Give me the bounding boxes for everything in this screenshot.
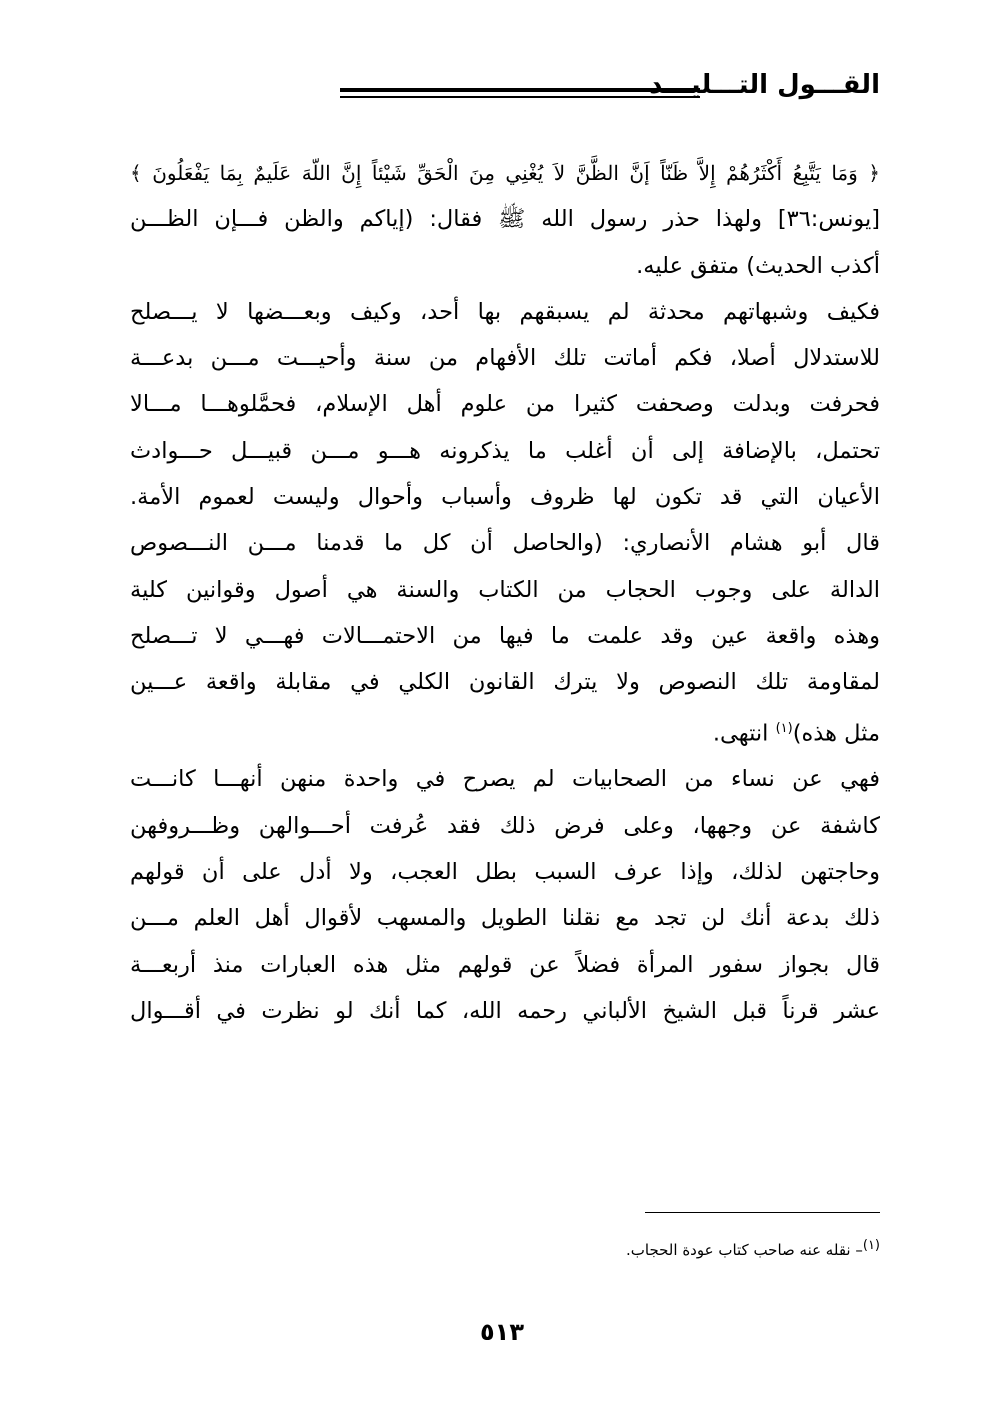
page-number: ٥١٣ bbox=[480, 1318, 524, 1346]
body-line: كاشفة عن وجهها، وعلى فرض ذلك فقد عُرفت أحـــوالهن وظـــروفهن bbox=[130, 812, 880, 839]
footnote-separator bbox=[645, 1212, 880, 1213]
body-line: وحاجتهن لذلك، وإذا عرف السبب بطل العجب، ولا أدل على أن قولهم bbox=[130, 858, 880, 885]
body-line: [يونس:٣٦] ولهذا حذر رسول الله ﷺ فقال: (إياكم والظن فـــإن الظـــن bbox=[130, 206, 880, 233]
body-line: فهي عن نساء من الصحابيات لم يصرح في واحدة منهن أنهـــا كانـــت bbox=[130, 766, 880, 793]
footnote-marker: (١) bbox=[862, 1238, 880, 1253]
body-line: الدالة على وجوب الحجاب من الكتاب والسنة هي أصول وقوانين كلية bbox=[130, 576, 880, 603]
body-line-with-footnote bbox=[130, 706, 880, 757]
body-line: فحرفت وبدلت وصحفت كثيرا من علوم أهل الإسلام، فحمَّلوهـــا مـــالا bbox=[130, 391, 880, 418]
body-line: وهذه واقعة عين وقد علمت ما فيها من الاحتمـــالات فهـــي لا تـــصلح bbox=[130, 622, 880, 649]
header-rule-thick bbox=[340, 88, 700, 92]
body-line: قال بجواز سفور المرأة فضلاً عن قولهم مثل هذه العبارات منذ أربعـــة bbox=[130, 951, 880, 978]
body-line: ذلك بدعة أنك لن تجد مع نقلنا الطويل والمسهب لأقوال أهل العلم مـــن bbox=[130, 905, 880, 932]
body-line: لمقاومة تلك النصوص ولا يترك القانون الكلي في مقابلة واقعة عـــين bbox=[130, 669, 880, 696]
body-text bbox=[130, 150, 880, 1034]
body-line-tail: انتهى. bbox=[712, 720, 776, 747]
body-line: للاستدلال أصلا، فكم أماتت تلك الأفهام من سنة وأحيـــت مـــن بدعـــة bbox=[130, 345, 880, 372]
running-header bbox=[130, 70, 880, 114]
body-line: الأعيان التي قد تكون لها ظروف وأسباب وأحوال وليست لعموم الأمة. bbox=[130, 484, 880, 511]
header-rule-thin bbox=[340, 96, 700, 98]
footnote-text: – نقله عنه صاحب كتاب عودة الحجاب. bbox=[625, 1241, 863, 1259]
footnote bbox=[400, 1232, 880, 1264]
body-line: عشر قرناً قبل الشيخ الألباني رحمه الله، كما أنك لو نظرت في أقـــوال bbox=[130, 997, 880, 1024]
body-line: أكذب الحديث) متفق عليه. bbox=[636, 252, 880, 279]
body-line: تحتمل، بالإضافة إلى أن أغلب ما يذكرونه هـــو مـــن قبيـــل حـــوادث bbox=[130, 437, 880, 464]
body-line-text: مثل هذه) bbox=[792, 720, 880, 747]
body-line: فكيف وشبهاتهم محدثة لم يسبقهم بها أحد، وكيف وبعـــضها لا يـــصلح bbox=[130, 298, 880, 325]
body-line: قال أبو هشام الأنصاري: (والحاصل أن كل ما قدمنا مـــن النـــصوص bbox=[130, 530, 880, 557]
quran-verse-line: ﴿ وَمَا يَتَّبِعُ أَكْثَرُهُمْ إِلاَّ ظَنّاً إَنَّ الظَّنَّ لاَ يُغْنِي مِنَ الْحَقِّ شَيْئاً إِنَّ اللّهَ عَلَيمٌ بِمَا يَفْعَلُونَ ﴾ bbox=[130, 161, 880, 185]
header-title: القـــول التـــليـــد bbox=[649, 70, 880, 100]
footnote-reference[interactable]: (١) bbox=[775, 720, 793, 736]
